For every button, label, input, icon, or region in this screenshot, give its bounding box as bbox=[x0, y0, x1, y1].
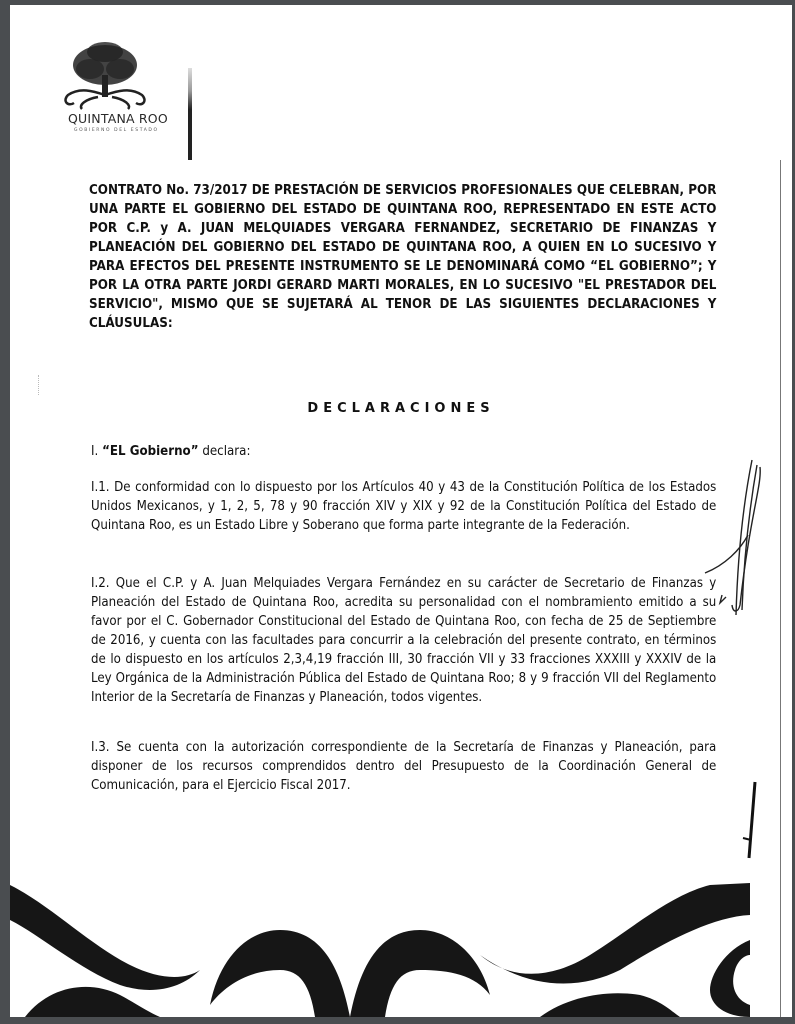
declaration-paragraph: I.2. Que el C.P. y A. Juan Melquiades Vergara Fernández en su carácter de Secretario de Finanzas y Planeación del Estado de Quintana Roo, acredita su personalidad con el nombramiento emitido a su favor por el C. Gobernador Constitucional del Estado de Quintana Roo, con fecha de 25 de Septiembre de 2016, y cuenta con las facultades para concurrir a la celebración del presente contrato, en términos de lo dispuesto en los artículos 2,3,4,19 fracción III, 30 fracción VII y 33 fracciones XXXIII y XXXIV de la Ley Orgánica de la Administración Pública del Estado de Quintana Roo; 8 y 9 fracción VII del Reglamento Interior de la Secretaría de Finanzas y Planeación, todos vigentes. bbox=[91, 575, 717, 705]
letterhead-logo bbox=[38, 35, 173, 135]
document-page bbox=[10, 5, 792, 1017]
section-verb: declara: bbox=[202, 443, 251, 459]
footer-ornament-icon bbox=[10, 855, 792, 1017]
margin-mark-icon bbox=[735, 780, 765, 860]
logo-subtitle: GOBIERNO DEL ESTADO bbox=[74, 128, 159, 133]
contract-title: CONTRATO No. 73/2017 DE PRESTACIÓN DE SERVICIOS PROFESIONALES QUE CELEBRAN, POR UNA PARTE EL GOBIERNO DEL ESTADO DE QUINTANA ROO, REPRESENTADO EN ESTE ACTO POR C.P. y A. JUAN MELQUIADES VERGARA FERNANDEZ, SECRETARIO DE FINANZAS Y PLANEACIÓN DEL GOBIERNO DEL ESTADO DE QUINTANA ROO, A QUIEN EN LO SUCESIVO Y PARA EFECTOS DEL PRESENTE INSTRUMENTO SE LE DENOMINARÁ COMO “EL GOBIERNO”; Y POR LA OTRA PARTE JORDI GERARD MARTI MORALES, EN LO SUCESIVO "EL PRESTADOR DEL SERVICIO", MISMO QUE SE SUJETARÁ AL TENOR DE LAS SIGUIENTES DECLARACIONES Y CLÁUSULAS: bbox=[89, 182, 717, 331]
declarations-heading: DECLARACIONES bbox=[307, 401, 495, 416]
section-heading bbox=[91, 443, 250, 459]
section-party: “EL Gobierno” bbox=[102, 443, 199, 459]
logo-divider bbox=[188, 68, 192, 160]
section-prefix: I. bbox=[91, 443, 99, 459]
logo-state-name: QUINTANA ROO bbox=[68, 111, 168, 126]
declaration-paragraph: I.1. De conformidad con lo dispuesto por los Artículos 40 y 43 de la Constitución Política de los Estados Unidos Mexicanos, y 1, 2, 5, 78 y 90 fracción XIV y XIX y 92 de la Constitución Política del Estado de Quintana Roo, es un Estado Libre y Soberano que forma parte integrante de la Federación. bbox=[91, 479, 717, 533]
declaration-paragraph: I.3. Se cuenta con la autorización correspondiente de la Secretaría de Finanzas y Planeación, para disponer de los recursos comprendidos dentro del Presupuesto de la Coordinación General de Comunicación, para el Ejercicio Fiscal 2017. bbox=[91, 739, 717, 793]
signature-icon bbox=[700, 455, 790, 625]
scan-artifact bbox=[38, 375, 42, 395]
tree-emblem-icon bbox=[38, 35, 173, 115]
